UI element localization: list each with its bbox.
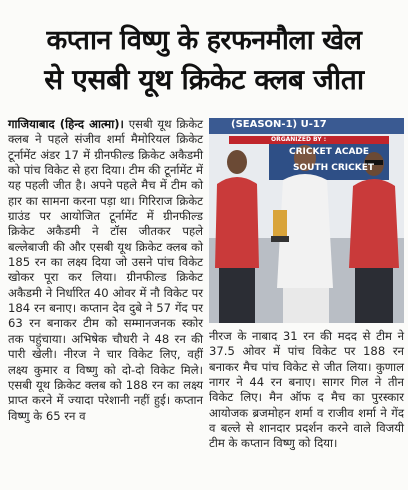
trophy-icon: [273, 210, 287, 236]
banner-season-text: (SEASON-1) U-17: [231, 119, 327, 130]
prize-ceremony-photo: [209, 118, 404, 323]
banner-organized-text: ORGANIZED BY :: [271, 136, 327, 143]
center-man-trousers: [283, 288, 329, 323]
right-man-jersey: [349, 179, 399, 268]
headline-line-2: से एसबी यूथ क्रिकेट क्लब जीता: [44, 63, 364, 96]
left-man-trousers: [219, 268, 255, 323]
article-body-left: [8, 117, 203, 424]
headline-line-1: कप्तान विष्णु के हरफनमौला खेल: [46, 25, 362, 56]
banner-academy-text: CRICKET ACADE: [289, 147, 370, 157]
article-text-left: एसबी यूथ क्रिकेट क्लब ने पहले संजीव शर्मा मैमोरियल क्रिकेट टूर्नामेंट अंडर 17 में ग्रीनफील्ड क्रिकेट अकैडमी को पांच विकेट से हरा दिया। टीम की टूर्नामेंट में यह पहली जीत है। अपने पहले मैच में टीम को हार का सामना करना पड़ा था। गिरिराज क्रिकेट ग्राउंड पर आयोजित टूर्नामेंट में ग्रीनफील्ड क्रिकेट अकैडमी ने टॉस जीतकर पहले बल्लेबाजी की और एसबी यूथ क्रिकेट क्लब को 185 रन का लक्ष्य दिया जो उसने पांच विकेट खोकर पूरा कर लिया। ग्रीनफील्ड क्रिकेट अकैडमी ने निर्धारित 40 ओवर में नौ विकेट पर 184 रन बनाए। कप्तान देव दुबे ने 57 गेंद पर 63 रन बनाकर टीम को सम्मानजनक स्कोर तक पहुंचाया। अभिषेक चौधरी ने 48 रन की पारी खेली। नीरज ने चार विकेट लिए, वहीं लक्ष्य कुमार व विष्णु को दो-दो विकेट मिले। एसबी यूथ क्रिकेट क्लब को 188 रन का लक्ष्य प्राप्त करने में ज्यादा परेशानी नहीं हुई। कप्तान विष्णु के 65 रन व: [8, 117, 203, 423]
article-body-right: नीरज के नाबाद 31 रन की मदद से टीम ने 37.5 ओवर में पांच विकेट पर 188 रन बनाकर मैच पांच विकेट से जीत लिया। कुणाल नागर ने 44 रन बनाए। सागर गिल ने तीन विकेट लिए। मैन ऑफ द मैच का पुरस्कार आयोजक ब्रजमोहन शर्मा व राजीव शर्मा ने गेंद व बल्ले से शानदार प्रदर्शन करने वाले विजयी टीम के कप्तान विष्णु को दिया।: [209, 329, 404, 451]
left-man-head: [227, 150, 247, 174]
trophy-base: [271, 236, 289, 242]
banner-south-text: SOUTH CRICKET: [293, 163, 374, 173]
right-man-trousers: [355, 268, 393, 323]
dateline: गाजियाबाद (हिन्द आत्मा)।: [8, 117, 124, 131]
left-man-jersey: [215, 177, 259, 268]
